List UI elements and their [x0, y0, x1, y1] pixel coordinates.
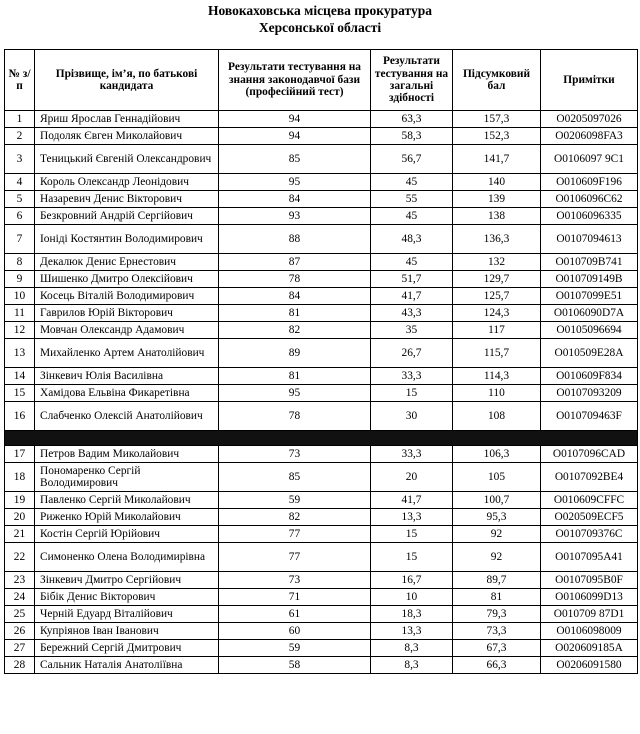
cell-name: Симоненко Олена Володимирівна	[35, 543, 219, 572]
cell-general-score: 45	[371, 174, 453, 191]
cell-num: 5	[5, 191, 35, 208]
title-line-2: Херсонської області	[258, 20, 382, 35]
cell-note: О0107092BE4	[541, 463, 638, 492]
cell-total: 79,3	[453, 606, 541, 623]
cell-law-score: 59	[219, 492, 371, 509]
cell-note: О0107095A41	[541, 543, 638, 572]
cell-law-score: 71	[219, 589, 371, 606]
cell-total: 141,7	[453, 145, 541, 174]
cell-note: О0106097 9C1	[541, 145, 638, 174]
cell-note: О0106096C62	[541, 191, 638, 208]
cell-total: 132	[453, 254, 541, 271]
table-row	[5, 402, 638, 431]
cell-general-score: 26,7	[371, 339, 453, 368]
table-row	[5, 492, 638, 509]
cell-num: 15	[5, 385, 35, 402]
cell-total: 117	[453, 322, 541, 339]
cell-general-score: 8,3	[371, 657, 453, 674]
table-row	[5, 271, 638, 288]
cell-note: О0206091580	[541, 657, 638, 674]
table-row	[5, 145, 638, 174]
cell-note: О010709 87D1	[541, 606, 638, 623]
cell-note: О010709149B	[541, 271, 638, 288]
cell-name: Безкровний Андрій Сергійович	[35, 208, 219, 225]
cell-num: 2	[5, 128, 35, 145]
table-row	[5, 657, 638, 674]
cell-num: 7	[5, 225, 35, 254]
cell-total: 138	[453, 208, 541, 225]
cell-total: 100,7	[453, 492, 541, 509]
cell-name: Яриш Ярослав Геннадійович	[35, 111, 219, 128]
cell-note: О020509ECF5	[541, 509, 638, 526]
cell-law-score: 58	[219, 657, 371, 674]
results-table	[4, 49, 638, 674]
cell-general-score: 45	[371, 208, 453, 225]
cell-law-score: 85	[219, 145, 371, 174]
cell-name: Костін Сергій Юрійович	[35, 526, 219, 543]
cell-name: Хамідова Ельвіна Фикаретівна	[35, 385, 219, 402]
cell-num: 11	[5, 305, 35, 322]
table-row	[5, 191, 638, 208]
cell-law-score: 73	[219, 572, 371, 589]
cell-note: О0106098009	[541, 623, 638, 640]
table-body	[5, 111, 638, 674]
cell-total: 89,7	[453, 572, 541, 589]
cell-note: О010609F196	[541, 174, 638, 191]
table-row	[5, 543, 638, 572]
cell-name: Мовчан Олександр Адамович	[35, 322, 219, 339]
table-row	[5, 606, 638, 623]
cell-total: 66,3	[453, 657, 541, 674]
cell-total: 139	[453, 191, 541, 208]
cell-num: 1	[5, 111, 35, 128]
cell-name: Декалюк Денис Ернестович	[35, 254, 219, 271]
cell-general-score: 20	[371, 463, 453, 492]
cell-num: 6	[5, 208, 35, 225]
cell-num: 21	[5, 526, 35, 543]
cell-note: О010709В741	[541, 254, 638, 271]
cell-name: Слабченко Олексій Анатолійович	[35, 402, 219, 431]
cell-num: 23	[5, 572, 35, 589]
cell-general-score: 63,3	[371, 111, 453, 128]
cell-total: 108	[453, 402, 541, 431]
cell-name: Зінкевич Юлія Василівна	[35, 368, 219, 385]
table-row	[5, 640, 638, 657]
table-row	[5, 208, 638, 225]
cell-num: 10	[5, 288, 35, 305]
cell-note: О0105096694	[541, 322, 638, 339]
cell-law-score: 60	[219, 623, 371, 640]
cell-name: Сальник Наталія Анатоліївна	[35, 657, 219, 674]
cell-total: 92	[453, 526, 541, 543]
cell-name: Бібік Денис Вікторович	[35, 589, 219, 606]
cell-law-score: 77	[219, 543, 371, 572]
table-row	[5, 623, 638, 640]
cell-name: Пономаренко Сергій Володимирович	[35, 463, 219, 492]
table-row	[5, 339, 638, 368]
cell-name: Черній Едуард Віталійович	[35, 606, 219, 623]
cell-num: 24	[5, 589, 35, 606]
cell-law-score: 82	[219, 509, 371, 526]
cell-general-score: 15	[371, 385, 453, 402]
cell-num: 3	[5, 145, 35, 174]
cell-law-score: 61	[219, 606, 371, 623]
cell-law-score: 95	[219, 174, 371, 191]
cell-law-score: 84	[219, 191, 371, 208]
header-general-test: Результати тестування на загальні здібності	[371, 50, 453, 111]
cell-total: 67,3	[453, 640, 541, 657]
cell-name: Купріянов Іван Іванович	[35, 623, 219, 640]
header-total: Підсумковий бал	[453, 50, 541, 111]
cell-law-score: 81	[219, 305, 371, 322]
cell-law-score: 89	[219, 339, 371, 368]
header-law-test: Результати тестування на знання законодавчої бази (професійний тест)	[219, 50, 371, 111]
cell-name: Іоніді Костянтин Володимирович	[35, 225, 219, 254]
cell-total: 125,7	[453, 288, 541, 305]
title-line-1: Новокаховська місцева прокуратура	[208, 3, 432, 18]
cell-num: 14	[5, 368, 35, 385]
table-row	[5, 322, 638, 339]
cell-note: О020609185A	[541, 640, 638, 657]
cell-num: 25	[5, 606, 35, 623]
cell-note: О0106099D13	[541, 589, 638, 606]
cell-general-score: 15	[371, 526, 453, 543]
cell-name: Гаврилов Юрій Вікторович	[35, 305, 219, 322]
cell-name: Назаревич Денис Вікторович	[35, 191, 219, 208]
cell-total: 73,3	[453, 623, 541, 640]
cell-law-score: 77	[219, 526, 371, 543]
cell-law-score: 59	[219, 640, 371, 657]
cell-note: О0205097026	[541, 111, 638, 128]
cell-name: Петров Вадим Миколайович	[35, 446, 219, 463]
cell-general-score: 16,7	[371, 572, 453, 589]
cell-total: 106,3	[453, 446, 541, 463]
cell-general-score: 18,3	[371, 606, 453, 623]
cell-note: О0107099E51	[541, 288, 638, 305]
title-spacer	[0, 36, 640, 49]
cell-law-score: 84	[219, 288, 371, 305]
cell-name: Шишенко Дмитро Олексійович	[35, 271, 219, 288]
table-row	[5, 128, 638, 145]
cell-note: О010709376C	[541, 526, 638, 543]
table-row	[5, 225, 638, 254]
cell-general-score: 41,7	[371, 492, 453, 509]
cell-name: Михайленко Артем Анатолійович	[35, 339, 219, 368]
cell-general-score: 30	[371, 402, 453, 431]
cell-note: О010709463F	[541, 402, 638, 431]
table-row	[5, 305, 638, 322]
cell-total: 110	[453, 385, 541, 402]
table-row	[5, 254, 638, 271]
cell-num: 19	[5, 492, 35, 509]
cell-note: О0107095B0F	[541, 572, 638, 589]
header-row	[5, 50, 638, 111]
cell-note: О0107094613	[541, 225, 638, 254]
cell-general-score: 43,3	[371, 305, 453, 322]
cell-total: 157,3	[453, 111, 541, 128]
cell-name: Риженко Юрій Миколайович	[35, 509, 219, 526]
table-row	[5, 589, 638, 606]
cell-total: 124,3	[453, 305, 541, 322]
table-row	[5, 526, 638, 543]
cell-law-score: 81	[219, 368, 371, 385]
cell-law-score: 87	[219, 254, 371, 271]
table-row	[5, 385, 638, 402]
cell-law-score: 94	[219, 128, 371, 145]
header-name: Прізвище, ім’я, по батькові кандидата	[35, 50, 219, 111]
cell-name: Зінкевич Дмитро Сергійович	[35, 572, 219, 589]
cell-total: 81	[453, 589, 541, 606]
cell-total: 114,3	[453, 368, 541, 385]
table-row	[5, 572, 638, 589]
cell-general-score: 10	[371, 589, 453, 606]
table-row	[5, 463, 638, 492]
separator-cell	[5, 431, 638, 446]
header-num: № з/п	[5, 50, 35, 111]
cell-general-score: 58,3	[371, 128, 453, 145]
cell-name: Подоляк Євген Миколайович	[35, 128, 219, 145]
cell-num: 13	[5, 339, 35, 368]
table-row	[5, 368, 638, 385]
cell-general-score: 13,3	[371, 623, 453, 640]
table-row	[5, 446, 638, 463]
cell-num: 12	[5, 322, 35, 339]
cell-num: 26	[5, 623, 35, 640]
cell-note: О0107096CAD	[541, 446, 638, 463]
cell-num: 9	[5, 271, 35, 288]
cell-total: 92	[453, 543, 541, 572]
table-row	[5, 288, 638, 305]
cell-law-score: 82	[219, 322, 371, 339]
cell-note: О0206098FA3	[541, 128, 638, 145]
cell-law-score: 73	[219, 446, 371, 463]
cell-general-score: 15	[371, 543, 453, 572]
cell-total: 152,3	[453, 128, 541, 145]
cell-num: 8	[5, 254, 35, 271]
cell-num: 28	[5, 657, 35, 674]
cell-law-score: 95	[219, 385, 371, 402]
cell-num: 27	[5, 640, 35, 657]
cell-law-score: 78	[219, 402, 371, 431]
cell-general-score: 45	[371, 254, 453, 271]
cell-num: 18	[5, 463, 35, 492]
cell-note: О010509E28A	[541, 339, 638, 368]
cell-num: 22	[5, 543, 35, 572]
table-row	[5, 111, 638, 128]
cell-num: 16	[5, 402, 35, 431]
cell-law-score: 88	[219, 225, 371, 254]
cell-name: Косець Віталій Володимирович	[35, 288, 219, 305]
cell-total: 136,3	[453, 225, 541, 254]
cell-name: Теницький Євгеній Олександрович	[35, 145, 219, 174]
cell-general-score: 35	[371, 322, 453, 339]
table-row	[5, 174, 638, 191]
cell-law-score: 85	[219, 463, 371, 492]
table-row	[5, 509, 638, 526]
cell-total: 129,7	[453, 271, 541, 288]
cell-name: Бережний Сергій Дмитрович	[35, 640, 219, 657]
cell-general-score: 33,3	[371, 446, 453, 463]
cell-general-score: 55	[371, 191, 453, 208]
cell-general-score: 48,3	[371, 225, 453, 254]
cell-general-score: 8,3	[371, 640, 453, 657]
cell-note: О0107093209	[541, 385, 638, 402]
cell-general-score: 13,3	[371, 509, 453, 526]
cell-general-score: 56,7	[371, 145, 453, 174]
cell-name: Павленко Сергій Миколайович	[35, 492, 219, 509]
cell-note: О0106096335	[541, 208, 638, 225]
cell-name: Король Олександр Леонідович	[35, 174, 219, 191]
cell-total: 140	[453, 174, 541, 191]
cell-general-score: 33,3	[371, 368, 453, 385]
cell-num: 17	[5, 446, 35, 463]
cell-note: О010609F834	[541, 368, 638, 385]
cell-total: 95,3	[453, 509, 541, 526]
cell-general-score: 51,7	[371, 271, 453, 288]
separator-row	[5, 431, 638, 446]
cell-num: 20	[5, 509, 35, 526]
cell-general-score: 41,7	[371, 288, 453, 305]
header-notes: Примітки	[541, 50, 638, 111]
cell-law-score: 78	[219, 271, 371, 288]
cell-num: 4	[5, 174, 35, 191]
cell-total: 115,7	[453, 339, 541, 368]
cell-note: О0106090D7A	[541, 305, 638, 322]
cell-note: О010609CFFC	[541, 492, 638, 509]
cell-law-score: 93	[219, 208, 371, 225]
cell-law-score: 94	[219, 111, 371, 128]
cell-total: 105	[453, 463, 541, 492]
